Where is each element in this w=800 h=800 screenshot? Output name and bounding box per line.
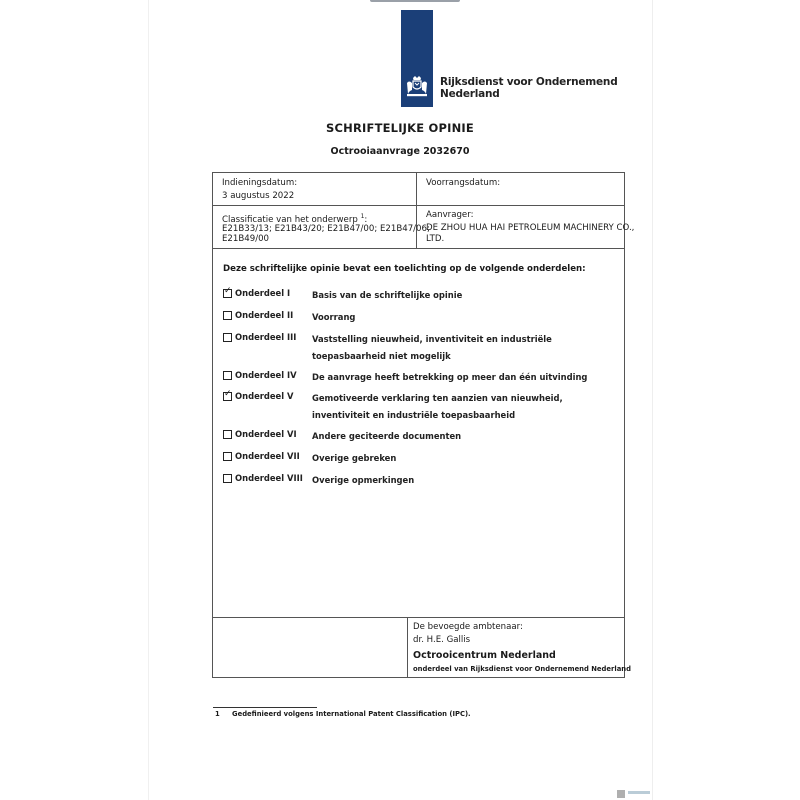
- checkbox-part-8[interactable]: [223, 474, 232, 483]
- contents-intro: Deze schriftelijke opinie bevat een toelichting op de volgende onderdelen:: [223, 264, 586, 274]
- part-row-8: [223, 473, 618, 487]
- part-label: Onderdeel V: [235, 391, 294, 401]
- page-edge-right: [652, 0, 653, 800]
- document-subtitle: Octrooiaanvrage 2032670: [330, 146, 470, 157]
- footnote-ref: 1: [360, 213, 365, 220]
- part-label: Onderdeel VIII: [235, 473, 303, 483]
- official-name: dr. H.E. Gallis: [413, 635, 471, 645]
- authority-label: De bevoegde ambtenaar:: [413, 622, 523, 632]
- priority-date-label: Voorrangsdatum:: [426, 178, 501, 188]
- part-row-6: [223, 429, 618, 443]
- part-label: Onderdeel IV: [235, 370, 297, 380]
- part-label: Onderdeel VI: [235, 429, 297, 439]
- checkbox-part-3[interactable]: [223, 333, 232, 342]
- document-title: SCHRIFTELIJKE OPINIE: [326, 121, 474, 135]
- signature-org-sub: onderdeel van Rijksdienst voor Ondernemend Nederland: [413, 665, 631, 673]
- classification-label-text: Classificatie van het onderwerp: [222, 214, 358, 225]
- part-label: Onderdeel I: [235, 288, 291, 298]
- applicant-label: Aanvrager:: [426, 210, 474, 220]
- scan-shadow: [370, 0, 460, 2]
- part-description: De aanvrage heeft betrekking op meer dan één uitvinding: [312, 372, 588, 382]
- column-divider: [407, 617, 408, 678]
- organization-line1: Rijksdienst voor Ondernemend: [440, 76, 618, 88]
- part-row-1: [223, 288, 618, 302]
- check-icon: ✓: [224, 389, 232, 399]
- column-divider: [416, 172, 417, 248]
- row-divider: [212, 617, 625, 618]
- classification-value-line2: E21B49/00: [222, 234, 270, 244]
- part-description: Gemotiveerde verklaring ten aanzien van nieuwheid, inventiviteit en industriële toepasbaarheid: [312, 393, 563, 420]
- part-description: Basis van de schriftelijke opinie: [312, 290, 463, 300]
- checkbox-part-2[interactable]: [223, 311, 232, 320]
- part-description: Voorrang: [312, 312, 356, 322]
- coat-of-arms-icon: [404, 74, 430, 100]
- part-row-7: [223, 451, 618, 465]
- qr-code-icon: [617, 790, 625, 798]
- organization-line2: Nederland: [440, 88, 500, 100]
- page-edge-left: [148, 0, 149, 800]
- organization-name: [440, 76, 618, 100]
- part-row-2: [223, 310, 618, 324]
- part-label: Onderdeel III: [235, 332, 297, 342]
- filing-date-label: Indieningsdatum:: [222, 178, 298, 188]
- part-description: Overige opmerkingen: [312, 475, 415, 485]
- part-description: Andere geciteerde documenten: [312, 431, 462, 441]
- row-divider: [212, 248, 625, 249]
- row-divider: [212, 205, 625, 206]
- checkbox-part-7[interactable]: [223, 452, 232, 461]
- footnote-text: Gedefinieerd volgens International Patent Classification (IPC).: [232, 710, 471, 718]
- watermark-mark: [628, 791, 650, 794]
- part-row-5: [223, 391, 618, 425]
- part-row-4: [223, 370, 618, 384]
- part-description: Overige gebreken: [312, 453, 397, 463]
- checkbox-part-1[interactable]: [223, 286, 232, 298]
- checkbox-part-6[interactable]: [223, 430, 232, 439]
- part-label: Onderdeel II: [235, 310, 294, 320]
- classification-label-suffix: :: [364, 214, 368, 225]
- filing-date-value: 3 augustus 2022: [222, 191, 295, 201]
- part-row-3: [223, 332, 618, 366]
- applicant-value-line1: DE ZHOU HUA HAI PETROLEUM MACHINERY CO.,: [426, 223, 635, 233]
- check-icon: ✓: [224, 286, 232, 296]
- signature-org-name: Octrooicentrum Nederland: [413, 650, 556, 661]
- classification-value-line1: E21B33/13; E21B43/20; E21B47/00; E21B47/06;: [222, 224, 430, 234]
- checkbox-part-5[interactable]: [223, 389, 232, 401]
- checkbox-part-4[interactable]: [223, 371, 232, 380]
- part-label: Onderdeel VII: [235, 451, 300, 461]
- footnote-number: 1: [215, 710, 220, 718]
- footnote-rule: [213, 707, 317, 708]
- applicant-value-line2: LTD.: [426, 234, 445, 244]
- part-description: Vaststelling nieuwheid, inventiviteit en industriële toepasbaarheid niet mogelijk: [312, 334, 552, 361]
